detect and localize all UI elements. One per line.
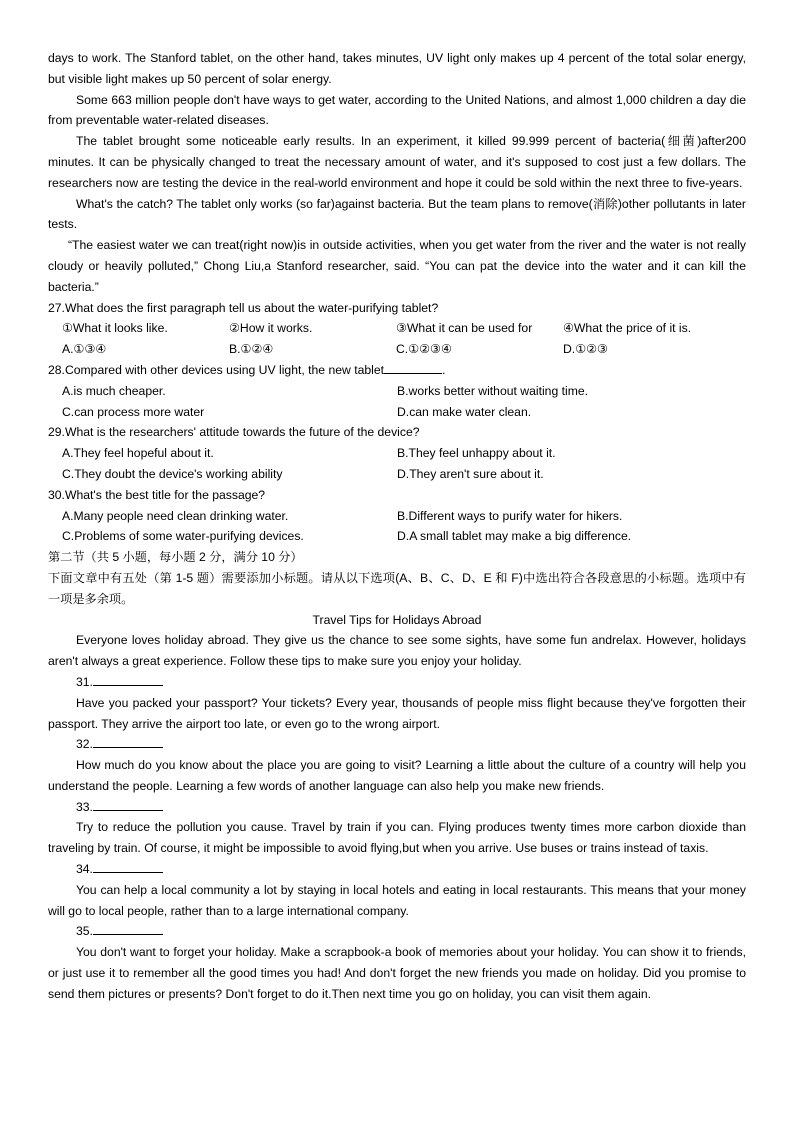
section-instruction: 下面文章中有五处（第 1-5 题）需要添加小标题。请从以下选项(A、B、C、D、E 和 F)中选出符合各段意思的小标题。选项中有一项是多余项。 [48, 570, 746, 606]
article-paragraph: How much do you know about the place you are going to visit? Learning a little about the culture of a country will help you understand the people. Learning a few words of another language can also help you make new friends. [48, 758, 746, 793]
question-30-stem: 30.What's the best title for the passage? [48, 487, 266, 502]
passage-paragraph: What's the catch? The tablet only works (so far)against bacteria. But the team plans to remove(消除)other pollutants in later tests. [48, 196, 746, 232]
q27-option-c: C.①②③④ [396, 342, 452, 357]
article-paragraph: You don't want to forget your holiday. Make a scrapbook-a book of memories about your holiday. You can show it to friends, or just use it to remember all the good times you had! And don't forget the new friends you made on holiday. Did you promise to send them pictures or presents? Don't forget to do it.Then next time you go on holiday, you can visit them again. [48, 945, 746, 1001]
document-page [48, 48, 746, 1005]
q28-option-d: D.can make water clean. [397, 404, 532, 419]
q27-item: ④What the price of it is. [563, 321, 692, 336]
q30-option-b: B.Different ways to purify water for hikers. [397, 508, 623, 523]
q27-option-b: B.①②④ [229, 342, 274, 357]
heading-slot-35 [48, 921, 746, 942]
question-27-options [48, 339, 746, 360]
question-28-options-row1 [48, 381, 746, 402]
q28-stem-end: . [442, 362, 446, 377]
passage-paragraph: Some 663 million people don't have ways to get water, according to the United Nations, and almost 1,000 children a day die from preventable water-related diseases. [48, 92, 746, 128]
q29-option-b: B.They feel unhappy about it. [397, 446, 556, 461]
question-29-options-row1 [48, 443, 746, 464]
q27-item: ①What it looks like. [62, 321, 168, 336]
answer-blank [93, 734, 163, 748]
q28-option-c: C.can process more water [62, 404, 205, 419]
q30-option-a: A.Many people need clean drinking water. [62, 508, 289, 523]
heading-slot-33 [48, 797, 746, 818]
item-number: 35. [76, 924, 93, 939]
answer-blank [93, 921, 163, 935]
passage-paragraph: The tablet brought some noticeable early results. In an experiment, it killed 99.999 percent of bacteria(细菌)after200 minutes. It can be physically changed to treat the necessary amount of water, and it's supposed to cost just a few dollars. The researchers now are testing the device in the real-world environment and hope it could be sold within the next three to five-years. [48, 134, 746, 190]
question-30-options-row2 [48, 526, 746, 547]
q30-option-d: D.A small tablet may make a big difference. [397, 529, 632, 544]
heading-slot-32 [48, 734, 746, 755]
article-intro: Everyone loves holiday abroad. They give us the chance to see some sights, have some fun andrelax. However, holidays aren't always a great experience. Follow these tips to make sure you enjoy your holiday. [48, 633, 746, 669]
heading-slot-34 [48, 859, 746, 880]
item-number: 31. [76, 674, 93, 689]
q27-option-a: A.①③④ [62, 342, 107, 357]
article-title: Travel Tips for Holidays Abroad [312, 612, 482, 627]
question-27-stem: 27.What does the first paragraph tell us about the water-purifying tablet? [48, 300, 439, 315]
question-27-items [48, 318, 746, 339]
q27-item: ②How it works. [229, 321, 313, 336]
answer-blank [93, 859, 163, 873]
article-paragraph: Try to reduce the pollution you cause. Travel by train if you can. Flying produces twenty times more carbon dioxide than traveling by train. Of course, it might be impossible to avoid flying,but when you arrive. Use buses or trains instead of taxis. [48, 820, 746, 856]
q30-option-c: C.Problems of some water-purifying devices. [62, 529, 304, 544]
q28-stem-text: 28.Compared with other devices using UV light, the new tablet [48, 362, 385, 377]
article-paragraph: Have you packed your passport? Your tickets? Every year, thousands of people miss flight because they've forgotten their passport. They arrive the airport too late, or even go to the wrong airport. [48, 695, 746, 731]
question-29-options-row2 [48, 464, 746, 485]
answer-blank [384, 360, 442, 374]
question-30-options-row1 [48, 506, 746, 527]
question-28-stem [48, 360, 746, 381]
section-heading: 第二节（共 5 小题，每小题 2 分，满分 10 分） [48, 550, 303, 565]
question-29-stem: 29.What is the researchers' attitude towards the future of the device? [48, 425, 420, 440]
item-number: 34. [76, 862, 93, 877]
item-number: 32. [76, 737, 93, 752]
answer-blank [93, 797, 163, 811]
q28-option-b: B.works better without waiting time. [397, 383, 589, 398]
article-paragraph: You can help a local community a lot by staying in local hotels and eating in local restaurants. This means that your money will go to local people, rather than to a large international company. [48, 882, 746, 918]
passage-paragraph: days to work. The Stanford tablet, on the other hand, takes minutes, UV light only makes up 4 percent of the total solar energy, but visible light makes up 50 percent of solar energy. [48, 51, 746, 86]
answer-blank [93, 672, 163, 686]
question-28-options-row2 [48, 402, 746, 423]
q27-option-d: D.①②③ [563, 342, 608, 357]
q27-item: ③What it can be used for [396, 321, 533, 336]
q29-option-c: C.They doubt the device's working ability [62, 466, 283, 481]
q28-option-a: A.is much cheaper. [62, 383, 166, 398]
passage-paragraph: “The easiest water we can treat(right now)is in outside activities, when you get water from the river and the water is not really cloudy or heavily polluted,” Chong Liu,a Stanford researcher, said. “You can pat the device into the water and it can kill the bacteria.” [48, 238, 746, 294]
item-number: 33. [76, 799, 93, 814]
q29-option-d: D.They aren't sure about it. [397, 466, 544, 481]
heading-slot-31 [48, 672, 746, 693]
q29-option-a: A.They feel hopeful about it. [62, 446, 214, 461]
